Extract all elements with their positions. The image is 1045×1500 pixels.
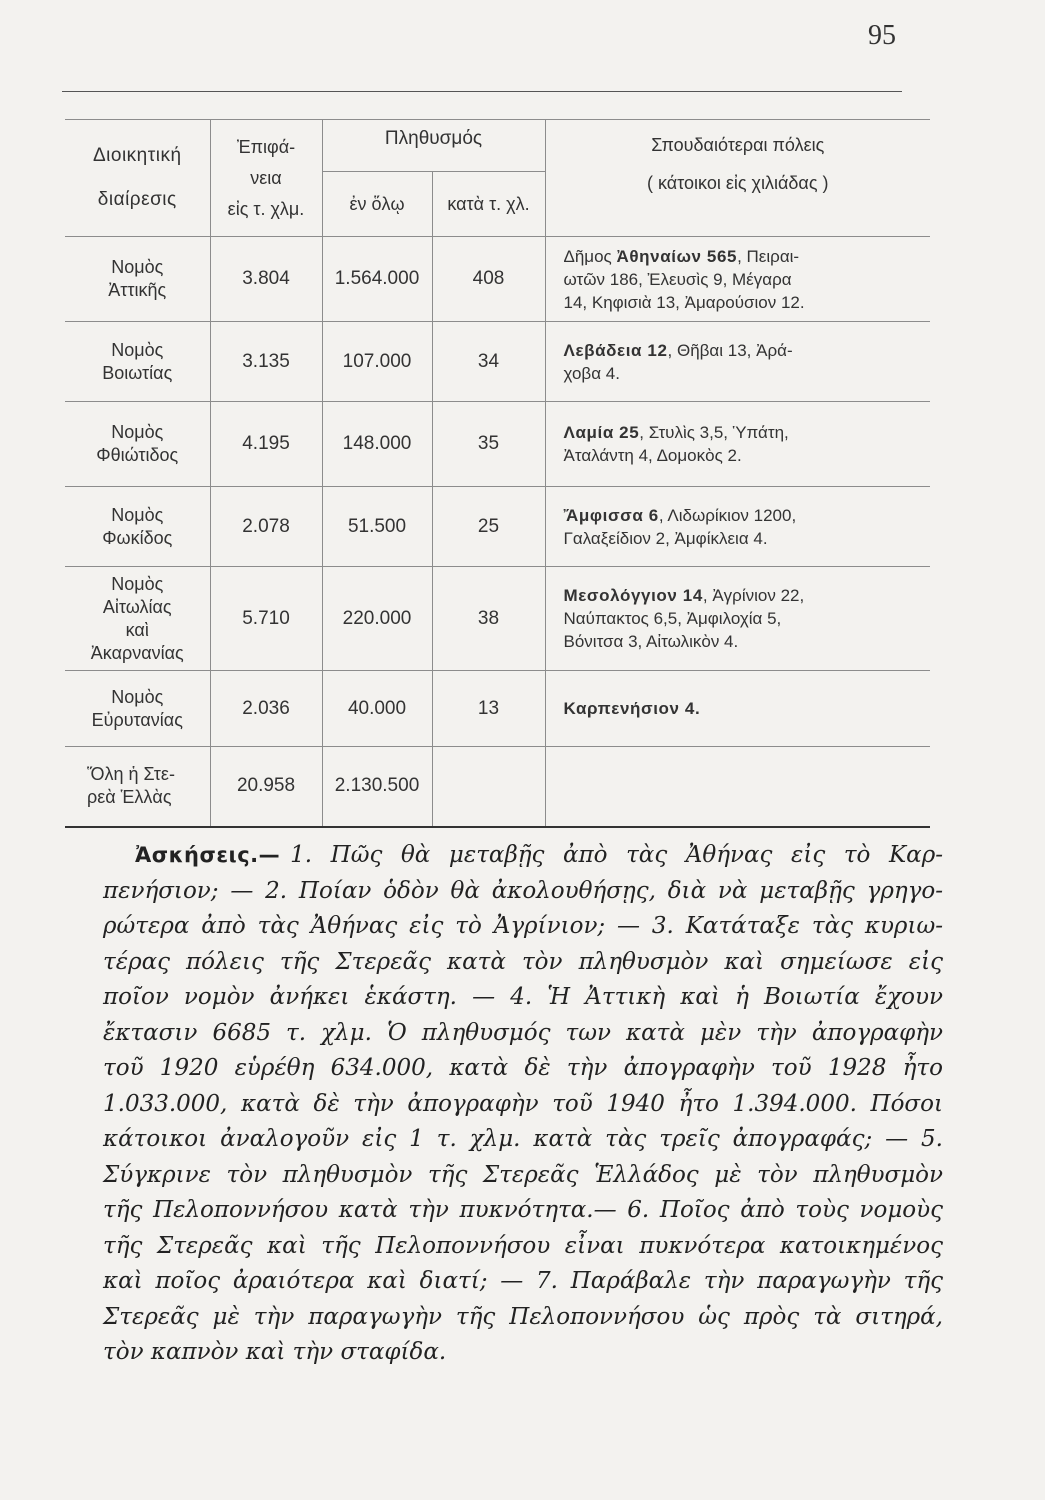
division-name-line: Νομὸς bbox=[111, 339, 164, 360]
division-cell bbox=[65, 747, 210, 827]
exercise-text: τέρας πόλεις τῆς Στερεᾶς κατὰ τὸν πληθυσμὸν καὶ σημείωσε εἰς bbox=[103, 948, 943, 975]
main-city-name: Ἀθηναίων 565 bbox=[616, 246, 738, 266]
header-cities-note: ( κάτοικοι εἰς χιλιάδας ) bbox=[647, 173, 829, 193]
city-text: , Στυλὶς 3,5, Ὑπάτη, bbox=[639, 423, 789, 442]
statistics-table bbox=[65, 119, 930, 828]
exercise-line bbox=[103, 1051, 943, 1087]
exercise-text: τοῦ 1920 εὑρέθη 634.000, κατὰ δὲ τὴν ἀπογραφὴν τοῦ 1928 ἦτο bbox=[103, 1055, 943, 1081]
header-population: Πληθυσμός bbox=[322, 120, 545, 172]
city-text: , Ἀγρίνιον 22, bbox=[702, 586, 805, 605]
header-area-line: Ἐπιφά- bbox=[236, 136, 296, 157]
table-body bbox=[65, 237, 930, 827]
header-division-line: διαίρεσις bbox=[97, 189, 177, 210]
header-cities-title: Σπουδαιότεραι πόλεις bbox=[651, 135, 825, 155]
division-name-line: καὶ bbox=[125, 619, 149, 640]
cities-line bbox=[564, 630, 931, 653]
division-cell bbox=[65, 671, 210, 747]
exercise-text: Στερεᾶς μὲ τὴν παραγωγὴν τῆς Πελοποννήσου ὡς πρὸς τὰ σιτηρά, bbox=[103, 1303, 943, 1330]
population-cell: 2.130.500 bbox=[322, 747, 432, 827]
division-cell bbox=[65, 567, 210, 671]
main-city-name: Λαμία 25 bbox=[563, 423, 640, 442]
exercise-line bbox=[103, 1300, 943, 1336]
exercise-line bbox=[103, 874, 943, 910]
exercise-line bbox=[103, 945, 943, 981]
division-name-line: Ἀκαρνανίας bbox=[90, 642, 184, 663]
exercise-text: πενήσιον; — 2. Ποίαν ὁδὸν θὰ ἀκολουθήσῃς, διὰ νὰ μεταβῇς γρηγο- bbox=[103, 877, 943, 904]
division-name-line: Ἀττικῆς bbox=[108, 280, 167, 300]
city-text: ωτῶν 186, Ἐλευσὶς 9, Μέγαρα bbox=[563, 269, 792, 289]
area-cell: 5.710 bbox=[210, 567, 322, 671]
table-header bbox=[65, 120, 930, 237]
density-cell: 408 bbox=[432, 237, 545, 322]
density-cell: 25 bbox=[432, 487, 545, 567]
area-cell: 2.078 bbox=[210, 487, 322, 567]
exercise-line bbox=[103, 1016, 943, 1052]
population-cell: 40.000 bbox=[322, 671, 432, 747]
exercise-line bbox=[103, 1087, 943, 1123]
division-name-line: Νομὸς bbox=[111, 504, 164, 525]
cities-line bbox=[564, 607, 931, 630]
area-cell: 3.804 bbox=[210, 237, 322, 322]
exercise-line bbox=[103, 1229, 943, 1265]
density-cell: 13 bbox=[432, 671, 545, 747]
city-text: , Θῆβαι 13, Ἀρά- bbox=[667, 340, 793, 360]
division-cell bbox=[65, 487, 210, 567]
exercise-text: ἔκτασιν 6685 τ. χλμ. Ὁ πληθυσμός των κατὰ μὲν τὴν ἀπογραφὴν bbox=[103, 1019, 943, 1046]
header-division-line: Διοικητική bbox=[92, 145, 182, 166]
city-text: Δῆμος bbox=[563, 246, 617, 266]
exercise-line bbox=[103, 909, 943, 945]
area-cell: 4.195 bbox=[210, 402, 322, 487]
division-name-line: ρεὰ Ἑλλὰς bbox=[87, 787, 172, 808]
density-cell bbox=[432, 747, 545, 827]
cities-line bbox=[564, 245, 931, 268]
density-cell: 38 bbox=[432, 567, 545, 671]
division-cell bbox=[65, 237, 210, 322]
exercise-text: ποῖον νομὸν ἀνήκει ἑκάστη. — 4. Ἡ Ἀττικὴ καὶ ἡ Βοιωτία ἔχουν bbox=[103, 984, 943, 1010]
exercise-line bbox=[103, 838, 943, 874]
division-name-line: Αἰτωλίας bbox=[102, 596, 172, 617]
table-row bbox=[65, 567, 930, 671]
cities-line bbox=[564, 421, 931, 444]
city-text: Γαλαξείδιον 2, Ἀμφίκλεια 4. bbox=[563, 528, 768, 548]
population-cell: 51.500 bbox=[322, 487, 432, 567]
exercise-text: ρώτερα ἀπὸ τὰς Ἀθήνας εἰς τὸ Ἀγρίνιον; — 3. Κατάταξε τὰς κυριω- bbox=[103, 913, 943, 939]
city-text: Βόνιτσα 3, Αἰτωλικὸν 4. bbox=[563, 632, 739, 651]
header-population-density: κατὰ τ. χλ. bbox=[432, 172, 545, 237]
main-city-name: Καρπενήσιον 4. bbox=[563, 699, 701, 718]
cities-line bbox=[564, 268, 931, 291]
division-name-line: Νομὸς bbox=[111, 422, 164, 442]
exercises-section bbox=[103, 838, 943, 1371]
population-cell: 148.000 bbox=[322, 402, 432, 487]
city-text: Ἀταλάντη 4, Δομοκὸς 2. bbox=[563, 446, 742, 465]
top-rule bbox=[62, 91, 902, 92]
table-row bbox=[65, 671, 930, 747]
area-cell: 20.958 bbox=[210, 747, 322, 827]
city-text: 14, Κηφισιὰ 13, Ἀμαρούσιον 12. bbox=[563, 292, 805, 312]
cities-cell bbox=[545, 747, 930, 827]
population-cell: 220.000 bbox=[322, 567, 432, 671]
cities-line bbox=[564, 339, 931, 362]
table-row bbox=[65, 747, 930, 827]
cities-line bbox=[564, 697, 931, 720]
area-cell: 2.036 bbox=[210, 671, 322, 747]
exercise-line bbox=[103, 1158, 943, 1194]
cities-line bbox=[564, 444, 931, 467]
division-cell bbox=[65, 402, 210, 487]
division-name-line: Εὐρυτανίας bbox=[91, 709, 183, 730]
division-name-line: Νομὸς bbox=[111, 686, 164, 707]
cities-line bbox=[564, 291, 931, 314]
header-row bbox=[65, 120, 930, 172]
division-name-line: Φωκίδος bbox=[102, 527, 173, 548]
header-population-total: ἐν ὅλῳ bbox=[322, 172, 432, 237]
cities-line bbox=[564, 504, 931, 527]
cities-line bbox=[564, 362, 931, 385]
area-cell: 3.135 bbox=[210, 322, 322, 402]
main-city-name: Μεσολόγγιον 14 bbox=[563, 586, 703, 605]
division-name-line: Φθιώτιδος bbox=[96, 445, 179, 465]
division-name-line: Ὅλη ἡ Στε- bbox=[87, 764, 175, 785]
city-text: χοβα 4. bbox=[563, 363, 620, 383]
exercises-heading: Ἀσκήσεις.— bbox=[135, 843, 281, 867]
cities-cell bbox=[545, 487, 930, 567]
exercise-text: Σύγκρινε τὸν πληθυσμὸν τῆς Στερεᾶς Ἑλλάδος μὲ τὸν πληθυσμὸν bbox=[103, 1161, 943, 1188]
cities-cell bbox=[545, 237, 930, 322]
division-cell bbox=[65, 322, 210, 402]
population-cell: 1.564.000 bbox=[322, 237, 432, 322]
division-name-line: Βοιωτίας bbox=[102, 362, 173, 383]
cities-cell bbox=[545, 567, 930, 671]
header-area-line: νεια bbox=[250, 167, 282, 188]
exercise-text: 1. Πῶς θὰ μεταβῇς ἀπὸ τὰς Ἀθήνας εἰς τὸ Καρ- bbox=[290, 842, 943, 868]
exercise-text: 1.033.000, κατὰ δὲ τὴν ἀπογραφὴν τοῦ 1940 ἦτο 1.394.000. Πόσοι bbox=[103, 1090, 943, 1117]
exercise-line bbox=[103, 1264, 943, 1300]
cities-cell bbox=[545, 671, 930, 747]
main-city-name: Ἄμφισσα 6 bbox=[563, 505, 659, 525]
density-cell: 35 bbox=[432, 402, 545, 487]
exercise-line bbox=[103, 1193, 943, 1229]
density-cell: 34 bbox=[432, 322, 545, 402]
exercise-text: τῆς Πελοποννήσου κατὰ τὴν πυκνότητα.— 6. Ποῖος ἀπὸ τοὺς νομοὺς bbox=[103, 1197, 943, 1223]
exercise-line bbox=[103, 980, 943, 1016]
table-row bbox=[65, 322, 930, 402]
header-area-line: εἰς τ. χλμ. bbox=[227, 198, 305, 219]
header-division bbox=[65, 120, 210, 237]
table-row bbox=[65, 402, 930, 487]
population-cell: 107.000 bbox=[322, 322, 432, 402]
page-number: 95 bbox=[868, 20, 896, 51]
cities-line bbox=[564, 527, 931, 550]
main-city-name: Λεβάδεια 12 bbox=[563, 340, 668, 360]
exercise-text: καὶ ποῖος ἀραιότερα καὶ διατί; — 7. Παράβαλε τὴν παραγωγὴν τῆς bbox=[103, 1268, 943, 1294]
division-name-line: Νομὸς bbox=[111, 257, 164, 277]
division-name-line: Νομὸς bbox=[111, 573, 164, 594]
city-text: , Πειραι- bbox=[737, 246, 800, 266]
header-area bbox=[210, 120, 322, 237]
table-row bbox=[65, 487, 930, 567]
exercise-text: κάτοικοι ἀναλογοῦν εἰς 1 τ. χλμ. κατὰ τὰς τρεῖς ἀπογραφάς; — 5. bbox=[103, 1126, 943, 1152]
cities-line bbox=[564, 584, 931, 607]
city-text: , Λιδωρίκιον 1200, bbox=[658, 505, 797, 525]
city-text: Ναύπακτος 6,5, Ἀμφιλοχία 5, bbox=[563, 609, 782, 628]
cities-cell bbox=[545, 402, 930, 487]
exercise-line bbox=[103, 1335, 943, 1371]
cities-cell bbox=[545, 322, 930, 402]
table-row bbox=[65, 237, 930, 322]
header-cities bbox=[545, 120, 930, 237]
exercise-line bbox=[103, 1122, 943, 1158]
exercise-text: τὸν καπνὸν καὶ τὴν σταφίδα. bbox=[103, 1339, 447, 1365]
exercise-text: τῆς Στερεᾶς καὶ τῆς Πελοποννήσου εἶναι πυκνότερα κατοικημένος bbox=[103, 1232, 943, 1259]
